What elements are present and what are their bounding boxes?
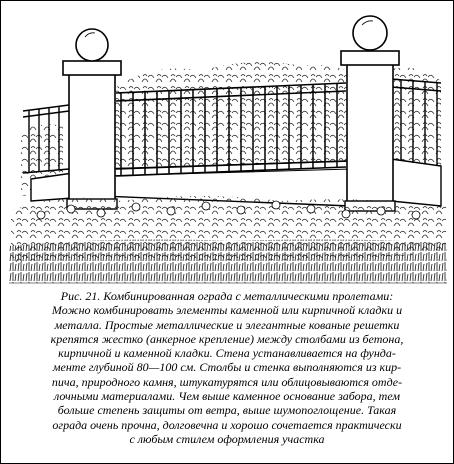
caption-line: ограда очень прочна, долговечна и хорошо сочетается практически: [52, 417, 402, 432]
caption-line: металла. Простые металлические и элегантные кованые решетки: [54, 317, 400, 332]
caption-line: лочными материалами. Чем выше каменное основание забора, тем: [53, 389, 401, 404]
caption-line: с любым стилем оформления участка: [129, 431, 325, 446]
caption-line: Можно комбинировать элементы каменной или кирпичной кладки и: [51, 303, 403, 318]
caption-line: крепятся жестко (анкерное крепление) между столбами из бетона,: [50, 331, 404, 346]
caption-line: пича, природного камня, штукатурятся или облицовываются отде-: [51, 374, 403, 389]
fence-illustration-icon: [1, 1, 453, 286]
caption-line: больше степень защиты от ветра, выше шумопоглощение. Такая: [57, 403, 397, 418]
caption-line: кирпичной и каменной кладки. Стена устанавливается на фунда-: [58, 346, 396, 361]
caption-line: Рис. 21. Комбинированная ограда с металлическими пролетами:: [60, 289, 394, 303]
caption-line: менте глубиной 80—100 см. Столбы и стенка выполняются из кир-: [52, 360, 402, 375]
figure-caption: [11, 289, 443, 446]
